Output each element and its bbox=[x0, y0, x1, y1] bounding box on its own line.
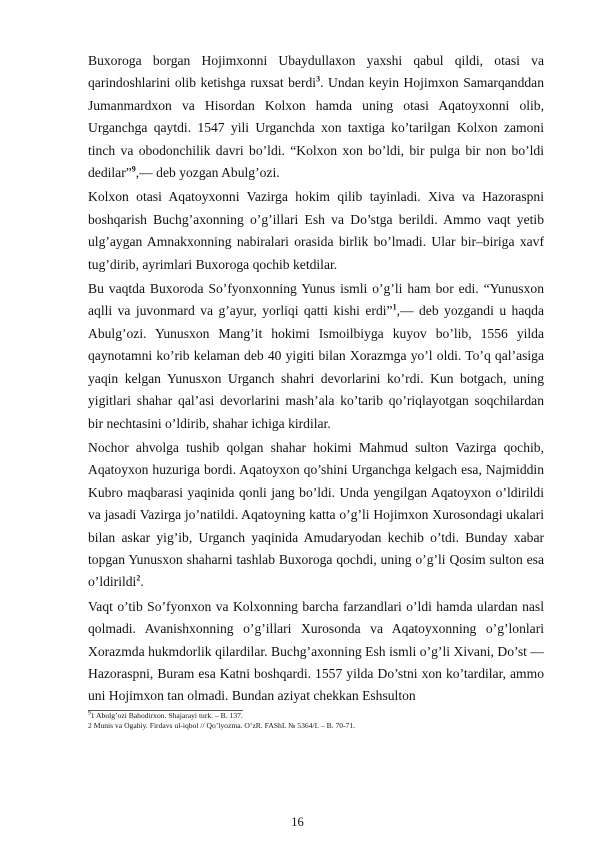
footnote-ref: 9 bbox=[131, 164, 136, 174]
paragraph-text: Nochor ahvolga tushib qolgan shahar hokimi Mahmud sulton Vazirga qochib, Aqatoyxon huzuriga bordi. Aqatoyxon qo’shini Urganchga kelgach esa, Najmiddin Kubro maqbarasi yaqinida qonli jang bo’ldi. Unda yengilgan Aqatoyxon o’ldirildi va jasadi Vazirga jo’natildi. Aqatoyning katta o’g’li Hojimxon Xurosondagi ukalari bilan askar yig’ib, Urganch yaqinida Amudaryodan kechib o’tdi. Bunday xabar topgan Yunusxon shaharni tashlab Buxoroga qochdi, uning o’g’li Qosim sulton esa o’ldirildi bbox=[88, 439, 544, 590]
paragraph-5 bbox=[88, 596, 544, 708]
paragraph-1 bbox=[88, 50, 544, 184]
paragraph-2 bbox=[88, 186, 544, 276]
paragraph-text: Vaqt o’tib So’fyonxon va Kolxonning barcha farzandlari o’ldi hamda ulardan nasl qolmadi. Avanishxonning o’g’illari Xurosonda va Aqatoyxonning o’g’lonlari Xorazmda hukmdorlik qilardilar. Buchg’axonning Esh ismli o’g’li Xivani, Do’st — Hazoraspni, Buram esa Katni boshqardi. 1557 yilda Do’stni xon ko’tardilar, ammo uni Hojimxon tan olmadi. Bundan aziyat chekkan Eshsulton bbox=[88, 598, 544, 704]
paragraph-text: ,— deb yozgandi u haqda Abulg’ozi. Yunusxon Mang’it hokimi Ismoilbiyga kuyov bo’lib, 1556 yilda qaynotamni ko’rib kelaman deb 40 yigiti bilan Xorazmga yo’l oldi. To’q qal’asiga yaqin kelgan Yunusxon Urganch shahri devorlarini ko’rdi. Kun botgach, uning yigitlari shahar qal’asi devorlarini mash’ala ko’tarib qo’riqlayotgan soqchilardan bir nechtasini o’ldirib, shahar ichiga kirdilar. bbox=[88, 303, 545, 431]
paragraph-text: Buxoroga borgan Hojimxonni Ubaydullaxon yaxshi qabul qildi, otasi va qarindoshlarini olib ketishga ruxsat berdi bbox=[88, 53, 544, 91]
footnote-ref: 3 bbox=[316, 74, 321, 84]
footnote-text: 2 Munis va Ogahiy. Firdavs ul-iqbol // Qo’lyozma. O’zR. FAShI. № 5364/I. – B. 70-71. bbox=[88, 721, 356, 731]
paragraph-text: ,— deb yozgan Abulg’ozi. bbox=[135, 165, 280, 181]
paragraph-3 bbox=[88, 278, 544, 435]
page-body bbox=[88, 50, 544, 732]
paragraph-text: Kolxon otasi Aqatoyxonni Vazirga hokim qilib tayinladi. Xiva va Hazoraspni boshqarish Buchg’axonning o’g’illari Esh va Do’stga berildi. Ammo vaqt yetib ulg’aygan Amnakxonning nabiralari orasida birlik bo’lmadi. Ular bir–biriga xavf tug’dirib, ayrimlari Buxoroga qochib ketdilar. bbox=[88, 189, 544, 272]
paragraph-text: Bu vaqtda Buxoroda So’fyonxonning Yunus ismli o’g’li ham bor edi. “Yunusxon aqlli va juvonmard va g’ayur, yorliqi qatti kishi erdi” bbox=[88, 281, 544, 319]
paragraph-text: . bbox=[140, 574, 144, 590]
page-number: 16 bbox=[291, 815, 304, 829]
paragraph-4 bbox=[88, 437, 544, 594]
footnote-ref: 1 bbox=[392, 302, 397, 312]
footnote-mark: 9 bbox=[88, 710, 91, 717]
footnote-2 bbox=[88, 721, 544, 732]
footnote-1 bbox=[88, 711, 544, 722]
paragraph-text: . Undan keyin Hojimxon Samarqanddan Jumanmardxon va Hisordan Kolxon hamda uning otasi Aqatoyxonni olib, Urganchga qaytdi. 1547 yili Urganchda xon taxtiga ko’tarilgan Kolxon zamoni tinch va obodonchilik davri bo’ldi. “Kolxon xon bo’ldi, bir pulga bir non bo’ldi dedilar” bbox=[88, 75, 544, 181]
footnote-text: 1 Abulg’ozi Bahodirxon. Shajarayi turk. – B. 137. bbox=[90, 710, 243, 720]
footnote-ref: 2 bbox=[136, 573, 141, 583]
